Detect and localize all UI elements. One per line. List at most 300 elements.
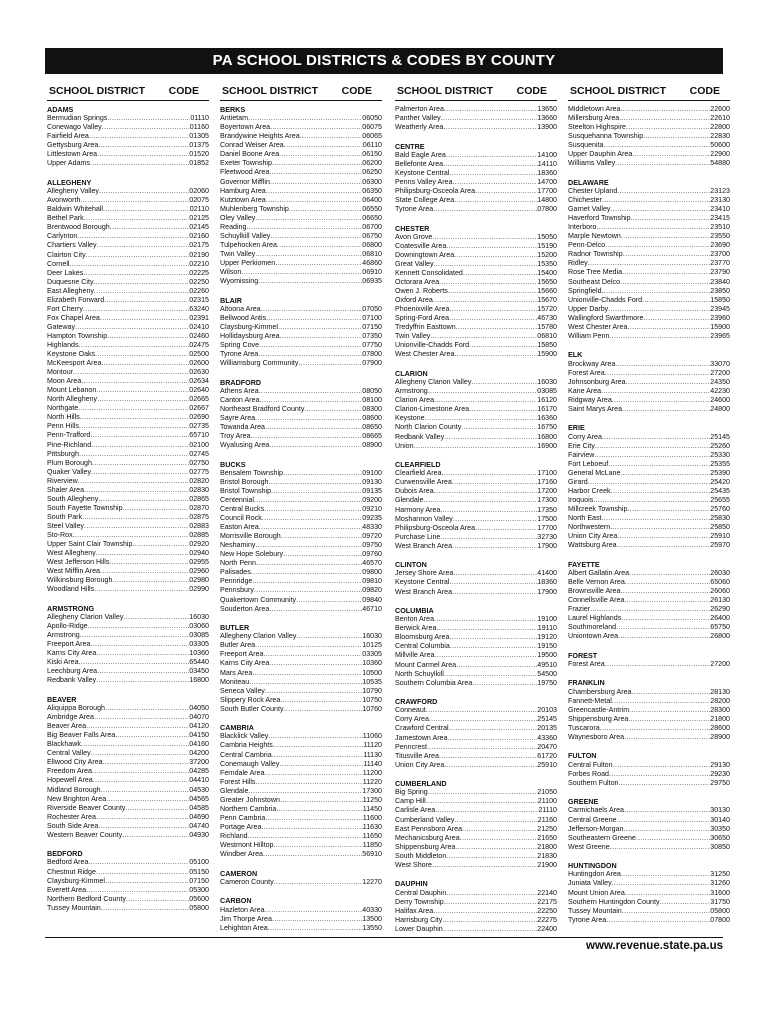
district-row xyxy=(395,925,557,934)
county-name: DELAWARE xyxy=(568,177,609,187)
district-code: 23550 xyxy=(710,232,730,241)
district-name: Halifax Area xyxy=(395,906,434,915)
district-row xyxy=(47,495,209,504)
district-row xyxy=(47,223,209,232)
district-code: 25830 xyxy=(710,513,730,522)
district-row xyxy=(220,168,382,177)
district-code: 18360 xyxy=(537,168,557,177)
district-code: 65060 xyxy=(710,577,730,586)
district-name: Quakertown Community xyxy=(220,595,297,604)
dot-leader xyxy=(248,832,363,841)
district-code: 02225 xyxy=(189,268,209,277)
county-name: CRAWFORD xyxy=(395,697,438,707)
district-name: Jamestown Area xyxy=(395,733,448,742)
dot-leader xyxy=(624,596,710,605)
dot-leader xyxy=(469,341,537,350)
district-code: 28900 xyxy=(710,732,730,741)
district-row xyxy=(47,341,209,350)
district-row xyxy=(47,676,209,685)
district-name: Cambria Heights xyxy=(220,741,273,750)
district-name: Riverside Beaver County xyxy=(47,803,126,812)
district-code: 20103 xyxy=(537,706,557,715)
county-group xyxy=(568,678,730,741)
district-code: 16750 xyxy=(537,423,557,432)
district-code: 17700 xyxy=(537,523,557,532)
county-name: CLINTON xyxy=(395,560,427,570)
district-name: Forest Hills xyxy=(220,777,256,786)
district-code: 19750 xyxy=(537,678,557,687)
district-name: Morrisville Borough xyxy=(220,532,281,541)
dot-leader xyxy=(252,577,362,586)
district-row xyxy=(47,786,209,795)
district-row xyxy=(395,506,557,515)
dot-leader xyxy=(472,679,537,688)
district-row xyxy=(568,159,730,168)
district-name: Brentwood Borough xyxy=(47,223,110,232)
district-code: 22250 xyxy=(537,906,557,915)
district-row xyxy=(568,514,730,523)
district-code: 02210 xyxy=(189,259,209,268)
dot-leader xyxy=(443,925,538,934)
district-name: Keystone Central xyxy=(395,168,450,177)
district-row xyxy=(568,205,730,214)
district-row xyxy=(220,387,382,396)
dot-leader xyxy=(280,332,363,341)
dot-leader xyxy=(471,378,537,387)
district-row xyxy=(395,761,557,770)
district-name: Spring Cove xyxy=(220,340,260,349)
district-code: 09235 xyxy=(362,514,382,523)
district-row xyxy=(395,414,557,423)
district-name: Mount Union Area xyxy=(568,888,625,897)
district-row xyxy=(395,469,557,478)
district-row xyxy=(568,378,730,387)
dot-leader xyxy=(241,268,362,277)
district-code: 02690 xyxy=(189,413,209,422)
dot-leader xyxy=(102,123,190,132)
dot-leader xyxy=(444,898,538,907)
district-name: Purchase Line xyxy=(395,532,441,541)
dot-leader xyxy=(269,441,362,450)
dot-leader xyxy=(642,296,710,305)
dot-leader xyxy=(428,387,538,396)
district-row xyxy=(47,795,209,804)
district-name: Central Fulton xyxy=(568,760,613,769)
district-row xyxy=(47,287,209,296)
district-code: 10500 xyxy=(362,668,382,677)
dot-leader xyxy=(274,878,363,887)
district-row xyxy=(220,114,382,123)
dot-leader xyxy=(460,834,538,843)
district-code: 24600 xyxy=(710,395,730,404)
district-name: Bristol Borough xyxy=(220,477,269,486)
district-code: 07800 xyxy=(362,350,382,359)
district-code: 46570 xyxy=(362,559,382,568)
district-row xyxy=(568,268,730,277)
district-code: 13900 xyxy=(537,123,557,132)
dot-leader xyxy=(123,613,189,622)
district-name: Gettysburg Area xyxy=(47,141,99,150)
district-code: 02960 xyxy=(189,567,209,576)
dot-leader xyxy=(430,332,537,341)
district-code: 19500 xyxy=(537,651,557,660)
district-code: 02750 xyxy=(189,458,209,467)
dot-leader xyxy=(610,843,711,852)
district-name: Frazier xyxy=(568,605,591,614)
district-row xyxy=(395,588,557,597)
district-row xyxy=(395,679,557,688)
district-name: Riverview xyxy=(47,476,78,485)
dot-leader xyxy=(91,749,190,758)
district-name: Tuscarora xyxy=(568,723,600,732)
dot-leader xyxy=(84,522,189,531)
district-row xyxy=(47,477,209,486)
dot-leader xyxy=(432,233,537,242)
dot-leader xyxy=(615,159,710,168)
district-name: Schuylkill Valley xyxy=(220,231,271,240)
county-group xyxy=(395,460,557,551)
district-name: Richland xyxy=(220,831,248,840)
county-name: CLEARFIELD xyxy=(395,460,441,470)
district-name: Panther Valley xyxy=(395,114,441,123)
district-code: 14110 xyxy=(537,159,557,168)
district-code: 02634 xyxy=(189,377,209,386)
dot-leader xyxy=(304,405,362,414)
district-name: Lehighton Area xyxy=(220,923,268,932)
district-name: East Allegheny xyxy=(47,286,94,295)
dot-leader xyxy=(617,187,710,196)
district-code: 06250 xyxy=(362,168,382,177)
district-row xyxy=(220,141,382,150)
district-name: Bristol Township xyxy=(220,486,272,495)
district-row xyxy=(568,369,730,378)
dot-leader xyxy=(434,651,537,660)
district-name: Garnet Valley xyxy=(568,205,611,214)
dot-leader xyxy=(84,214,190,223)
dot-leader xyxy=(475,187,537,196)
district-name: Aliquippa Borough xyxy=(47,704,105,713)
dot-leader xyxy=(98,141,189,150)
district-name: Hopewell Area xyxy=(47,776,93,785)
column-header xyxy=(395,84,557,101)
dot-leader xyxy=(620,105,710,114)
dot-leader xyxy=(255,641,362,650)
header-code: CODE xyxy=(168,85,199,97)
dot-leader xyxy=(269,478,363,487)
district-name: Freedom Area xyxy=(47,767,92,776)
dot-leader xyxy=(449,169,537,178)
district-code: 21250 xyxy=(537,824,557,833)
district-code: 15720 xyxy=(537,305,557,314)
dot-leader xyxy=(446,889,537,898)
district-row xyxy=(47,187,209,196)
header-code: CODE xyxy=(341,85,372,97)
district-row xyxy=(395,114,557,123)
district-row xyxy=(220,150,382,159)
district-name: Phoenixville Area xyxy=(395,305,450,314)
district-row xyxy=(47,150,209,159)
district-row xyxy=(47,141,209,150)
district-code: 15850 xyxy=(710,295,730,304)
district-code: 13550 xyxy=(362,923,382,932)
district-row xyxy=(568,259,730,268)
district-row xyxy=(220,669,382,678)
dot-leader xyxy=(434,487,538,496)
district-code: 48330 xyxy=(362,523,382,532)
dot-leader xyxy=(92,459,189,468)
district-code: 14700 xyxy=(537,177,557,186)
district-row xyxy=(568,724,730,733)
dot-leader xyxy=(101,786,190,795)
county-group xyxy=(47,604,209,686)
district-code: 02735 xyxy=(189,422,209,431)
district-name: Glendale xyxy=(220,786,249,795)
district-row xyxy=(568,632,730,641)
district-row xyxy=(47,722,209,731)
district-code: 07800 xyxy=(710,915,730,924)
dot-leader xyxy=(278,323,362,332)
district-code: 21650 xyxy=(537,833,557,842)
district-name: Twin Valley xyxy=(395,332,431,341)
county-name: ADAMS xyxy=(47,105,74,114)
district-name: Penn-Trafford xyxy=(47,431,91,440)
district-row xyxy=(47,214,209,223)
district-name: Tredyffrin Easttown xyxy=(395,323,456,332)
district-name: Pennsbury xyxy=(220,586,254,595)
district-code: 23510 xyxy=(710,223,730,232)
district-name: Susquenita xyxy=(568,141,604,150)
district-name: Wilson xyxy=(220,268,242,276)
dot-leader xyxy=(463,269,537,278)
district-code: 54880 xyxy=(710,159,730,168)
dot-leader xyxy=(452,178,537,187)
district-code: 27200 xyxy=(710,368,730,377)
dot-leader xyxy=(601,387,710,396)
column-header xyxy=(47,84,209,101)
district-name: Westmont Hilltop xyxy=(220,841,274,849)
district-name: Derry Township xyxy=(395,897,444,906)
district-row xyxy=(568,460,730,469)
district-name: Claysburg-Kimmel xyxy=(47,876,105,885)
dot-leader xyxy=(283,469,362,478)
district-row xyxy=(568,587,730,596)
district-name: South Butler County xyxy=(220,704,284,713)
district-name: North Hills xyxy=(47,413,80,422)
district-row xyxy=(395,496,557,505)
district-name: Northern Bedford County xyxy=(47,894,126,903)
district-row xyxy=(220,659,382,668)
district-row xyxy=(220,924,382,933)
district-row xyxy=(220,605,382,614)
district-name: Penn-Delco xyxy=(568,241,606,250)
district-name: Upper Darby xyxy=(568,304,609,313)
website-link[interactable]: www.revenue.state.pa.us xyxy=(586,940,723,952)
dot-leader xyxy=(615,360,710,369)
district-name: Chestnut Ridge xyxy=(47,867,96,876)
district-row xyxy=(568,396,730,405)
dot-leader xyxy=(91,468,189,477)
district-name: Corry Area xyxy=(568,432,602,441)
dot-leader xyxy=(436,624,537,633)
district-row xyxy=(220,596,382,605)
district-name: Tyrone Area xyxy=(395,205,434,214)
district-row xyxy=(47,576,209,585)
county-group xyxy=(47,695,209,840)
district-row xyxy=(220,187,382,196)
dot-leader xyxy=(440,506,537,515)
district-name: Neshaminy xyxy=(220,541,256,550)
district-name: Philipsburg-Osceola Area xyxy=(395,187,476,196)
county-group xyxy=(395,606,557,688)
dot-leader xyxy=(623,250,711,259)
dot-leader xyxy=(97,150,189,159)
district-code: 09210 xyxy=(362,505,382,514)
district-name: Quaker Valley xyxy=(47,467,92,476)
district-row xyxy=(568,405,730,414)
district-row xyxy=(220,650,382,659)
district-name: Easton Area xyxy=(220,523,259,532)
dot-leader xyxy=(475,524,537,533)
county-group xyxy=(220,623,382,714)
dot-leader xyxy=(248,787,362,796)
district-code: 03305 xyxy=(189,640,209,649)
district-name: Jim Thorpe Area xyxy=(220,914,272,923)
dot-leader xyxy=(97,395,189,404)
dot-leader xyxy=(631,214,711,223)
dot-leader xyxy=(444,670,537,679)
district-row xyxy=(395,889,557,898)
district-code: 02870 xyxy=(189,503,209,512)
dot-leader xyxy=(82,513,189,522)
dot-leader xyxy=(84,486,189,495)
district-name: Council Rock xyxy=(220,514,262,523)
dot-leader xyxy=(109,558,189,567)
district-row xyxy=(220,232,382,241)
district-code: 33070 xyxy=(710,359,730,368)
district-name: William Penn xyxy=(568,331,610,340)
district-name: Big Beaver Falls Area xyxy=(47,731,116,740)
dot-leader xyxy=(625,578,710,587)
district-code: 02175 xyxy=(189,241,209,250)
county-name: CAMERON xyxy=(220,868,258,878)
district-name: Cornell xyxy=(47,259,70,268)
district-code: 07150 xyxy=(362,322,382,331)
dot-leader xyxy=(446,151,537,160)
dot-leader xyxy=(263,650,362,659)
dot-leader xyxy=(96,813,189,822)
dot-leader xyxy=(98,822,189,831)
dot-leader xyxy=(96,549,190,558)
district-code: 17200 xyxy=(537,487,557,496)
district-name: Avonworth xyxy=(47,196,81,205)
dot-leader xyxy=(449,314,537,323)
district-name: Ridgway Area xyxy=(568,395,612,404)
district-name: Tyrone Area xyxy=(220,350,259,359)
district-row xyxy=(220,469,382,478)
district-row xyxy=(220,305,382,314)
district-code: 20135 xyxy=(537,724,557,733)
dot-leader xyxy=(95,350,189,359)
district-row xyxy=(47,123,209,132)
district-row xyxy=(47,450,209,459)
dot-leader xyxy=(259,341,362,350)
district-code: 11850 xyxy=(362,841,382,849)
district-row xyxy=(568,916,730,925)
dot-leader xyxy=(469,405,537,414)
dot-leader xyxy=(426,706,538,715)
district-row xyxy=(568,907,730,916)
dot-leader xyxy=(96,868,189,877)
district-name: Daniel Boone Area xyxy=(220,150,280,159)
dot-leader xyxy=(265,769,363,778)
dot-leader xyxy=(93,776,190,785)
dot-leader xyxy=(86,886,189,895)
district-code: 23850 xyxy=(710,286,730,295)
district-name: Penn Cambria xyxy=(220,813,266,822)
dot-leader xyxy=(107,114,190,123)
district-code: 02955 xyxy=(189,558,209,567)
district-name: Moshannon Valley xyxy=(395,514,453,523)
county-group xyxy=(220,460,382,614)
district-name: Tussey Mountain xyxy=(47,903,101,912)
dot-leader xyxy=(594,451,710,460)
district-row xyxy=(47,441,209,450)
district-row xyxy=(47,713,209,722)
dot-leader xyxy=(423,496,537,505)
district-row xyxy=(395,816,557,825)
district-code: 02160 xyxy=(189,232,209,241)
county-name: CAMBRIA xyxy=(220,723,254,733)
district-row xyxy=(395,478,557,487)
district-code: 09135 xyxy=(362,486,382,495)
dot-leader xyxy=(83,305,189,314)
district-code: 25850 xyxy=(710,522,730,531)
dot-leader xyxy=(616,623,710,632)
district-name: Union xyxy=(395,441,414,450)
dot-leader xyxy=(105,704,189,713)
district-name: Plum Borough xyxy=(47,458,92,467)
district-code: 43360 xyxy=(537,733,557,742)
dot-leader xyxy=(255,214,362,223)
district-row xyxy=(47,359,209,368)
district-code: 05100 xyxy=(189,858,209,867)
dot-leader xyxy=(454,196,537,205)
district-code: 02775 xyxy=(189,467,209,476)
district-row xyxy=(220,577,382,586)
district-code: 02190 xyxy=(189,250,209,259)
dot-leader xyxy=(88,622,190,631)
district-row xyxy=(47,558,209,567)
district-name: Millersburg Area xyxy=(568,114,620,123)
dot-leader xyxy=(620,278,710,287)
district-code: 28600 xyxy=(710,723,730,732)
district-name: Carlynton xyxy=(47,232,78,241)
dot-leader xyxy=(112,576,189,585)
district-row xyxy=(568,214,730,223)
dot-leader xyxy=(270,178,362,187)
district-name: Steel Valley xyxy=(47,521,84,530)
district-code: 65440 xyxy=(189,658,209,667)
district-code: 15650 xyxy=(537,278,557,287)
district-code: 06200 xyxy=(362,159,382,168)
district-row xyxy=(220,832,382,841)
district-code: 10790 xyxy=(362,686,382,695)
district-name: Fleetwood Area xyxy=(220,168,270,177)
dot-leader xyxy=(602,287,711,296)
dot-leader xyxy=(453,515,537,524)
district-code: 02410 xyxy=(189,322,209,331)
district-name: Coatesville Area xyxy=(395,241,447,250)
